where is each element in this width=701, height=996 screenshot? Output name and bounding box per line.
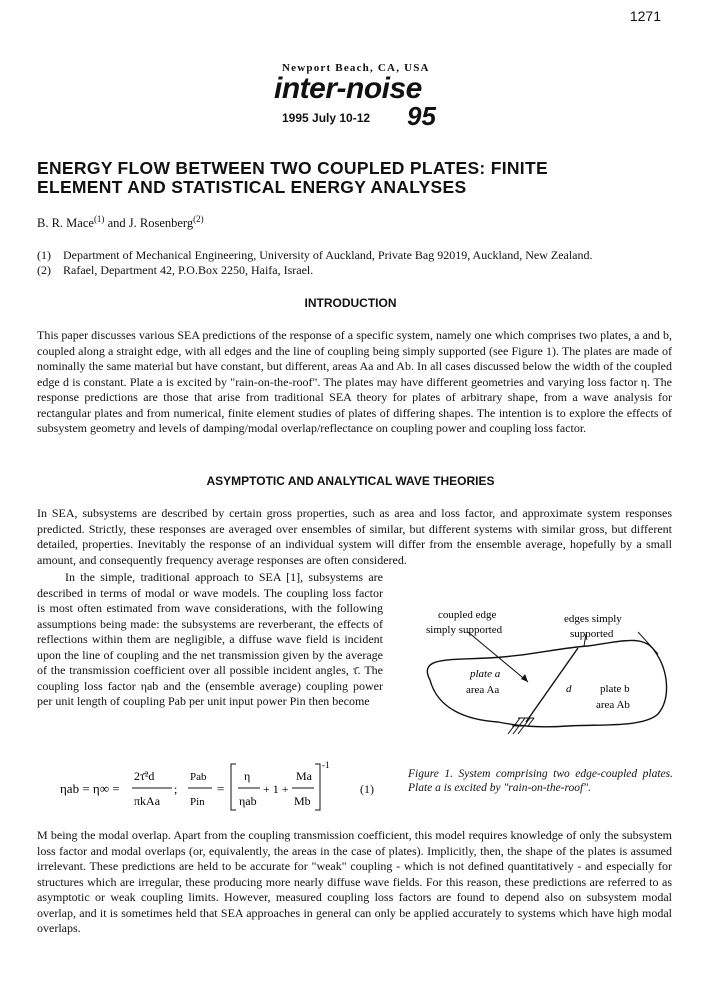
asymptotic-paragraph-2: In the simple, traditional approach to SEA [1], subsystems are described in terms of modal or wave models. The coupling loss factor is most often estimated from wave considerations, with the following assumptions being made: the subsystems are reverberant, the effects of reflections within them are negligible, a diffuse wave field is incident upon the line of coupling and the net transmission given by the average of the transmission coefficient over all possible incident angles, τ̄. The coupling loss factor ηab and the (ensemble average) coupling power per unit length of coupling Pab per unit input power Pin then become (37, 570, 383, 708)
eq-lhs: ηab = η∞ = (60, 781, 120, 796)
fig-area-b: area Ab (596, 699, 630, 711)
figure-coupled-plates (408, 602, 678, 752)
eq-b2-den: Mb (294, 794, 311, 808)
eq-num1: 2τ̄²d (134, 769, 155, 783)
author-name: J. Rosenberg (128, 216, 194, 231)
fig-area-a: area Aa (466, 684, 500, 696)
page-number: 1271 (629, 8, 661, 24)
figure-caption: Figure 1. System comprising two edge-coupled plates. Plate a is excited by "rain-on-the-roof". (408, 768, 673, 794)
fig-label-coupled-edge-2: simply supported (426, 624, 503, 636)
affiliation-num: (1) (37, 248, 51, 262)
fig-plate-a: plate a (470, 668, 501, 680)
conference-year-mark: 95 (407, 101, 436, 131)
eq-plus: + 1 + (263, 782, 289, 796)
eq-frac2-num: Pab (190, 771, 207, 783)
author-name: B. R. Mace (37, 216, 94, 231)
eq-frac2-den: Pin (190, 796, 205, 808)
eq-b1-den: ηab (239, 794, 257, 808)
author-sup: (1) (93, 214, 105, 224)
conference-logo: inter-noise (274, 72, 422, 105)
conference-location: Newport Beach, CA, USA (282, 62, 430, 74)
author-sup: (2) (193, 214, 204, 224)
after-equation-paragraph: M being the modal overlap. Apart from the coupling transmission coefficient, this model requires knowledge of only the subsystem loss factor and modal overlaps (or, equivalently, the areas in the case of plates). Implicitly, then, the shape of the plates is assumed irrelevant. These predictions are held to be accurate for "weak" coupling - which is not defined quantitatively - and especially for structures which are irregular, these producing more nearly diffuse wave fields. For this reason, these predictions are referred to as asymptotic or weak coupling limits. However, measured coupling loss factors are found to depend also on subsystem modal overlap, and it is sometimes held that SEA approaches in general can only be applied accurately to systems which have high modal overlaps. (37, 828, 672, 935)
affiliations (37, 248, 593, 278)
paper-title (37, 159, 677, 197)
conference-date: 1995 July 10-12 (282, 111, 371, 125)
fig-plate-b: plate b (600, 683, 630, 695)
equation-number: (1) (360, 782, 374, 796)
author-and: and (104, 216, 129, 231)
affiliation (37, 263, 593, 278)
fig-label-coupled-edge: coupled edge (438, 609, 497, 621)
asymptotic-heading: ASYMPTOTIC AND ANALYTICAL WAVE THEORIES (206, 474, 495, 488)
affiliation-text: Department of Mechanical Engineering, University of Auckland, Private Bag 92019, Auckland, New Zealand. (63, 248, 593, 262)
intro-heading: INTRODUCTION (304, 296, 397, 310)
authors (37, 214, 204, 231)
eq-b2-num: Ma (296, 769, 312, 783)
equation-1 (60, 760, 390, 815)
fig-label-edges: edges simply (564, 613, 622, 625)
eq-den1: πkAa (134, 794, 161, 808)
title-line: ELEMENT AND STATISTICAL ENERGY ANALYSES (37, 177, 467, 197)
affiliation-text: Rafael, Department 42, P.O.Box 2250, Haifa, Israel. (63, 263, 314, 277)
fig-d-label: d (566, 683, 572, 695)
svg-text:;: ; (174, 782, 178, 796)
title-line: ENERGY FLOW BETWEEN TWO COUPLED PLATES: FINITE (37, 158, 548, 178)
intro-paragraph: This paper discusses various SEA predictions of the response of a specific system, namely one which comprises two plates, a and b, coupled along a straight edge, with all edges and the line of coupling being simply supported (see Figure 1). The plates are made of nominally the same material but have constant, but different, areas Aa and Ab. In all cases discussed below the width of the coupled edge d is constant. Plate a is excited by "rain-on-the-roof". The plates may have different geometries and varying loss factor η. The response predictions are those that arise from traditional SEA theory for plates of arbitrary shape, from a wave analysis for rectangular plates and from numerical, finite element studies of plates of differing shapes. The intention is to explore the effects of subsystem geometry and levels of damping/modal overlap/reflectance on coupling power and coupling loss factor. (37, 328, 672, 435)
affiliation-num: (2) (37, 263, 51, 277)
fig-label-edges-2: supported (570, 628, 614, 640)
svg-text:=: = (217, 781, 225, 796)
eq-exponent: -1 (322, 760, 330, 770)
eq-b1-num: η (244, 769, 251, 783)
affiliation (37, 248, 593, 263)
asymptotic-paragraph-1: In SEA, subsystems are described by certain gross properties, such as area and loss factor, and approximate system responses predicted. Strictly, these responses are averaged over ensembles of similar, but different systems with similar gross, but different detailed, properties. Inevitably the response of an individual system will differ from the ensemble average, hopefully by a small amount, and consequently frequency average responses are often considered. (37, 506, 672, 567)
